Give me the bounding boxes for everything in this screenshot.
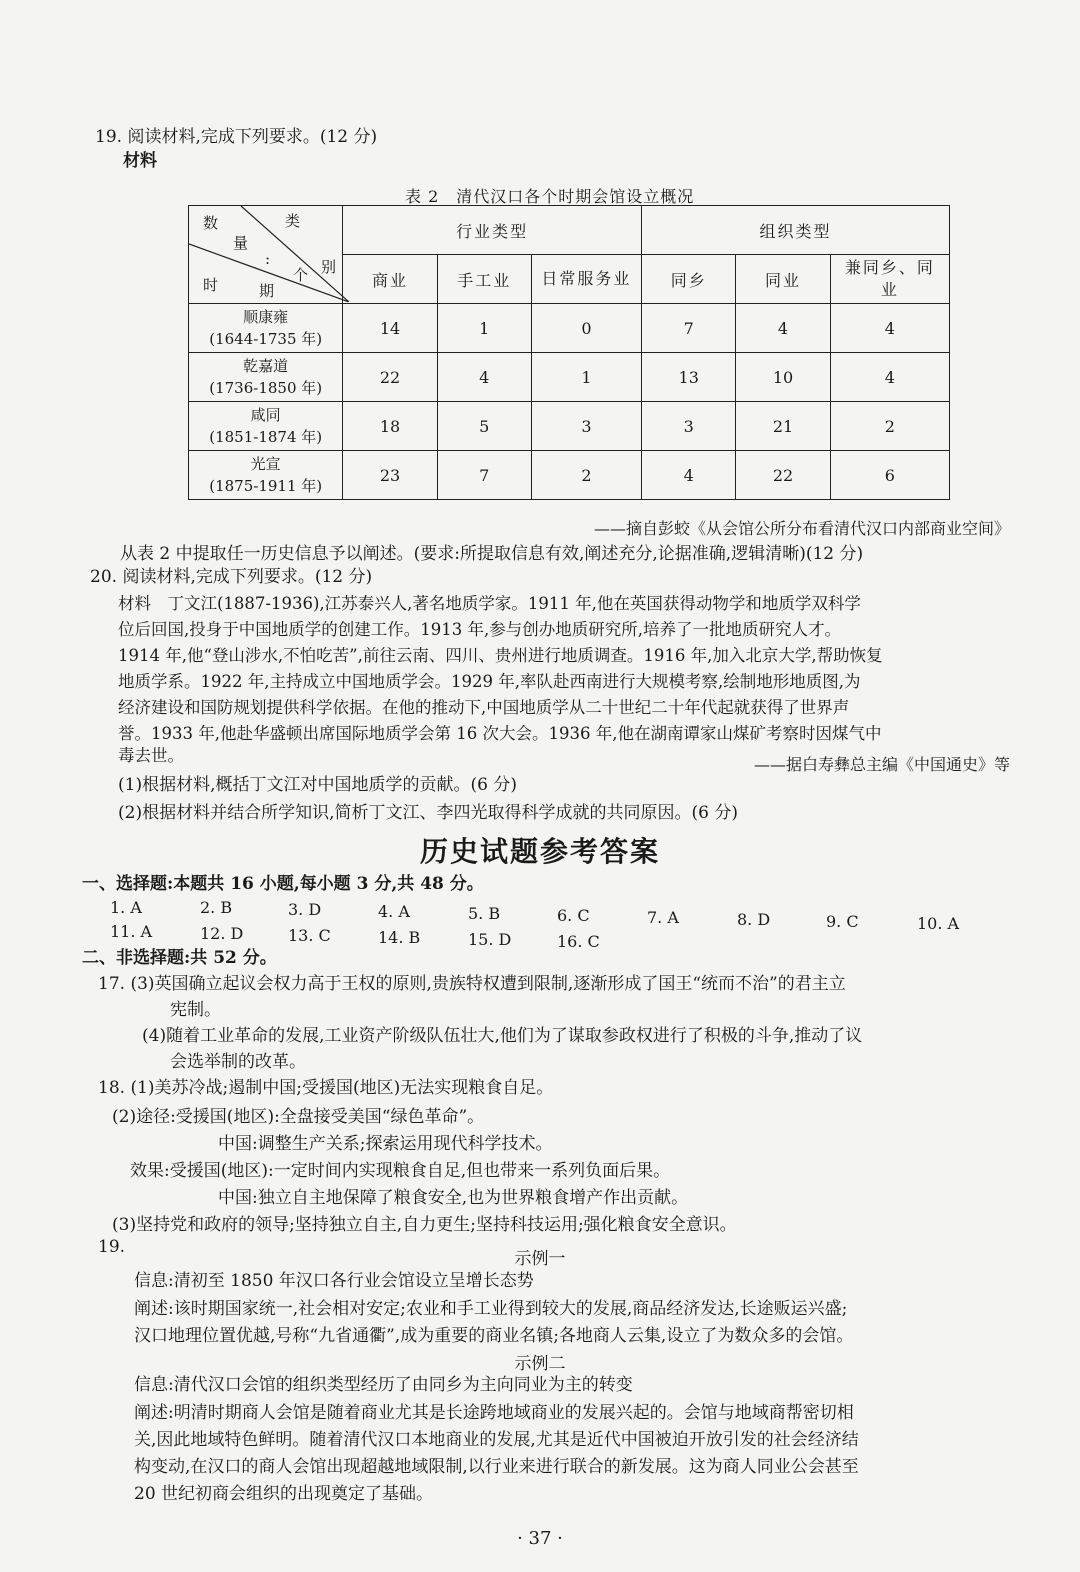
answer-17-3-cont: 宪制。 <box>170 1000 221 1020</box>
period-years: (1875-1911 年) <box>209 477 323 495</box>
row-header <box>189 304 343 353</box>
mc-answer: 11. A <box>110 922 153 941</box>
q19-requirement: 从表 2 中提取任一历史信息予以阐述。(要求:所提取信息有效,阐述充分,论据准确,逻辑清晰)(12 分) <box>120 544 864 564</box>
example-2-text: 阐述:明清时期商人会馆是随着商业尤其是长途跨地域商业的发展兴起的。会馆与地域商帮密切相 <box>134 1403 854 1423</box>
q20-title: 20. 阅读材料,完成下列要求。(12 分) <box>90 567 373 587</box>
column-header: 同业 <box>736 255 830 304</box>
table-cell: 18 <box>343 402 437 451</box>
section1-heading: 一、选择题:本题共 16 小题,每小题 3 分,共 48 分。 <box>82 874 484 894</box>
data-table <box>188 205 950 500</box>
answer-18-2-effect: 效果:受援国(地区):一定时间内实现粮食自足,但也带来一系列负面后果。 <box>130 1161 671 1181</box>
table-cell: 4 <box>830 353 949 402</box>
table-cell: 10 <box>736 353 830 402</box>
example-2-text: 20 世纪初商会组织的出现奠定了基础。 <box>134 1484 434 1504</box>
table-cell: 7 <box>437 451 531 500</box>
example-1-info: 信息:清初至 1850 年汉口各行业会馆设立呈增长态势 <box>134 1271 534 1291</box>
q19-title: 19. 阅读材料,完成下列要求。(12 分) <box>95 127 378 147</box>
answer-18-2-path: (2)途径:受援国(地区):全盘接受美国“绿色革命”。 <box>112 1107 485 1127</box>
table-cell: 13 <box>642 353 736 402</box>
answer-17-4: (4)随着工业革命的发展,工业资产阶级队伍壮大,他们为了谋取参政权进行了积极的斗争,推动了议 <box>142 1026 863 1046</box>
q20-material-line: 经济建设和国防规划提供科学依据。在他的推动下,中国地质学从二十世纪二十年代起就获得了世界声 <box>118 698 850 717</box>
table-row <box>189 353 950 402</box>
table-cell: 4 <box>830 304 949 353</box>
answer-17-3: 17. (3)英国确立起议会权力高于王权的原则,贵族特权遭到限制,逐渐形成了国王“统而不治”的君主立 <box>98 974 846 994</box>
example-1-text: 阐述:该时期国家统一,社会相对安定;农业和手工业得到较大的发展,商品经济发达,长途贩运兴盛; <box>134 1299 848 1319</box>
mc-answer: 10. A <box>917 914 960 933</box>
table-corner-header <box>189 206 343 304</box>
mc-answer: 3. D <box>288 900 322 919</box>
table-cell: 3 <box>531 402 641 451</box>
table-row <box>189 451 950 500</box>
table-cell: 4 <box>642 451 736 500</box>
row-header <box>189 451 343 500</box>
table-caption: 表 2 清代汉口各个时期会馆设立概况 <box>405 187 695 206</box>
corner-label: 类 <box>285 212 301 230</box>
row-header <box>189 402 343 451</box>
table-cell: 1 <box>531 353 641 402</box>
q20-material-line: 地质学系。1922 年,主持成立中国地质学会。1929 年,率队赴西南进行大规模考察,绘制地形地质图,为 <box>118 672 861 691</box>
mc-answer: 12. D <box>200 924 244 943</box>
table-cell: 0 <box>531 304 641 353</box>
column-header: 商业 <box>343 255 437 304</box>
table-cell: 4 <box>736 304 830 353</box>
q20-sub1: (1)根据材料,概括丁文江对中国地质学的贡献。(6 分) <box>118 775 517 795</box>
q20-source: ——据白寿彝总主编《中国通史》等 <box>753 755 1010 774</box>
table-cell: 3 <box>642 402 736 451</box>
example-1-title: 示例一 <box>514 1249 566 1269</box>
corner-label: 数 <box>203 214 219 232</box>
column-header: 手工业 <box>437 255 531 304</box>
period-name: 顺康雍 <box>243 308 289 326</box>
answer-18-2-china-effect: 中国:独立自主地保障了粮食安全,也为世界粮食增产作出贡献。 <box>218 1188 689 1208</box>
group-header-industry: 行业类型 <box>343 206 642 255</box>
table-source: ——摘自彭蛟《从会馆公所分布看清代汉口内部商业空间》 <box>593 519 1010 538</box>
page-number: · 37 · <box>517 1528 563 1549</box>
mc-answer: 15. D <box>468 930 512 949</box>
corner-label: : <box>265 250 271 268</box>
answer-17-4-cont: 会选举制的改革。 <box>170 1052 306 1072</box>
row-header <box>189 353 343 402</box>
q20-material-line: 誉。1933 年,他赴华盛顿出席国际地质学会第 16 次大会。1936 年,他在湖南谭家山煤矿考察时因煤气中 <box>118 724 882 743</box>
example-2-title: 示例二 <box>514 1354 566 1374</box>
corner-label: 时 <box>203 276 219 294</box>
q20-sub2: (2)根据材料并结合所学知识,简析丁文江、李四光取得科学成就的共同原因。(6 分) <box>118 803 738 823</box>
q20-material-line: 毒去世。 <box>118 746 184 765</box>
period-name: 咸同 <box>250 406 281 424</box>
mc-answer: 2. B <box>200 898 233 917</box>
answer-18-3: (3)坚持党和政府的领导;坚持独立自主,自力更生;坚持科技运用;强化粮食安全意识。 <box>112 1215 737 1235</box>
table-cell: 4 <box>437 353 531 402</box>
table-cell: 22 <box>343 353 437 402</box>
period-years: (1644-1735 年) <box>209 330 323 348</box>
corner-label: 量 <box>233 234 249 252</box>
mc-answer: 9. C <box>826 912 859 931</box>
example-2-text: 构变动,在汉口的商人会馆出现超越地域限制,以行业来进行联合的新发展。这为商人同业公会甚至 <box>134 1457 859 1477</box>
table-row <box>189 304 950 353</box>
column-header: 兼同乡、同业 <box>830 255 949 304</box>
mc-answer: 14. B <box>378 928 421 947</box>
section2-heading: 二、非选择题:共 52 分。 <box>82 948 277 968</box>
period-name: 乾嘉道 <box>243 357 289 375</box>
mc-answer: 1. A <box>110 898 142 917</box>
table-cell: 1 <box>437 304 531 353</box>
table-cell: 21 <box>736 402 830 451</box>
answer-19-number: 19. <box>98 1237 126 1257</box>
group-header-organization: 组织类型 <box>642 206 950 255</box>
table-cell: 2 <box>830 402 949 451</box>
table-cell: 6 <box>830 451 949 500</box>
example-2-text: 关,因此地域特色鲜明。随着清代汉口本地商业的发展,尤其是近代中国被迫开放引发的社会经济结 <box>134 1430 859 1450</box>
table-row <box>189 402 950 451</box>
period-years: (1736-1850 年) <box>209 379 323 397</box>
mc-answer: 4. A <box>378 902 410 921</box>
period-name: 光宣 <box>250 455 281 473</box>
example-1-text: 汉口地理位置优越,号称“九省通衢”,成为重要的商业名镇;各地商人云集,设立了为数众多的会馆。 <box>134 1326 854 1346</box>
answer-18-1: 18. (1)美苏冷战;遏制中国;受援国(地区)无法实现粮食自足。 <box>98 1078 554 1098</box>
corner-label: 别 <box>321 258 337 276</box>
example-2-info: 信息:清代汉口会馆的组织类型经历了由同乡为主向同业为主的转变 <box>134 1375 633 1395</box>
table-cell: 2 <box>531 451 641 500</box>
table-cell: 14 <box>343 304 437 353</box>
table-cell: 23 <box>343 451 437 500</box>
column-header: 同乡 <box>642 255 736 304</box>
mc-answer: 6. C <box>557 906 590 925</box>
mc-answer: 8. D <box>737 910 771 929</box>
q20-material-line: 位后回国,投身于中国地质学的创建工作。1913 年,参与创办地质研究所,培养了一批地质研究人才。 <box>118 620 841 639</box>
answers-title: 历史试题参考答案 <box>419 835 660 868</box>
mc-answer: 13. C <box>288 926 331 945</box>
corner-label: 期 <box>259 282 275 300</box>
column-header: 日常服务业 <box>531 255 641 304</box>
answer-18-2-china-path: 中国:调整生产关系;探索运用现代科学技术。 <box>218 1134 553 1154</box>
mc-answer: 16. C <box>557 932 600 951</box>
table-cell: 22 <box>736 451 830 500</box>
q19-material-label: 材料 <box>123 151 157 171</box>
table-cell: 7 <box>642 304 736 353</box>
table-cell: 5 <box>437 402 531 451</box>
q20-material-line: 1914 年,他“登山涉水,不怕吃苦”,前往云南、四川、贵州进行地质调查。1916 年,加入北京大学,帮助恢复 <box>118 646 883 665</box>
corner-label: 个 <box>293 266 309 284</box>
q20-material-line: 材料 丁文江(1887-1936),江苏泰兴人,著名地质学家。1911 年,他在英国获得动物学和地质学双科学 <box>118 594 861 613</box>
mc-answer: 5. B <box>468 904 501 923</box>
mc-answer: 7. A <box>647 908 679 927</box>
period-years: (1851-1874 年) <box>209 428 323 446</box>
